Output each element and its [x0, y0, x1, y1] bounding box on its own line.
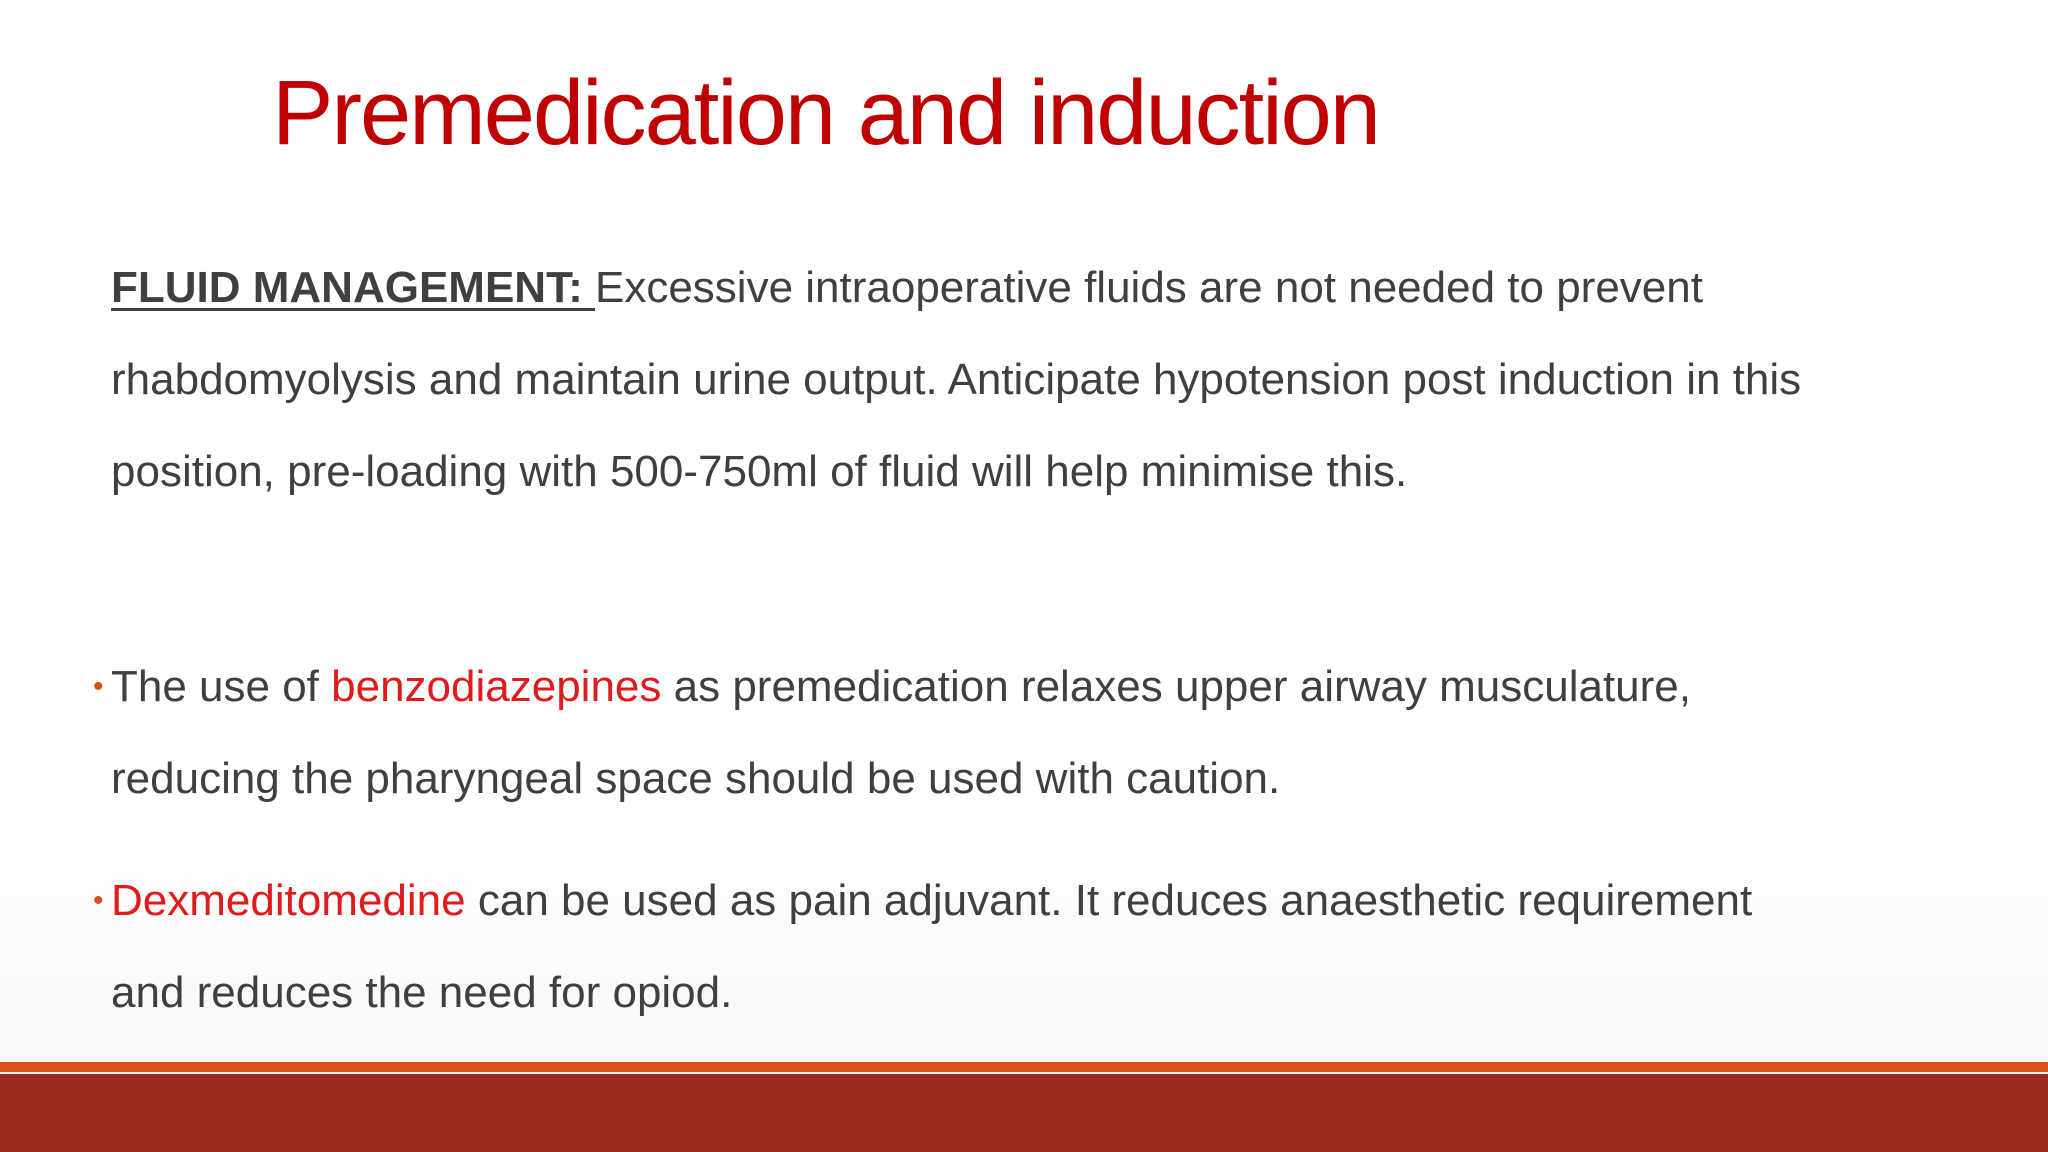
fluid-management-paragraph	[111, 242, 1811, 518]
bullet-text-after: can be used as pain adjuvant. It reduces anaesthetic requirement and reduces the need for opiod.	[111, 876, 1753, 1017]
fluid-management-text: Excessive intraoperative fluids are not needed to prevent rhabdomyolysis and maintain urine output. Anticipate hypotension post induction in this position, pre-loading with 500-750ml of fluid will help minimise this.	[111, 263, 1802, 496]
bullet-marker: •	[93, 884, 104, 917]
bullet-benzodiazepines	[93, 641, 1811, 825]
highlight-benzodiazepines: benzodiazepines	[331, 662, 662, 711]
footer-bar	[0, 1074, 2048, 1152]
bullet-marker: •	[93, 670, 104, 703]
fluid-management-label: FLUID MANAGEMENT:	[111, 263, 595, 312]
bullet-text-before: The use of	[111, 662, 332, 711]
slide-title: Premedication and induction	[272, 62, 1379, 164]
footer-accent-line	[0, 1062, 2048, 1072]
bullet-text-after: as premedication relaxes upper airway musculature, reducing the pharyngeal space should be used with caution.	[111, 662, 1692, 803]
bullet-dexmeditomedine	[93, 855, 1811, 1039]
highlight-dexmeditomedine: Dexmeditomedine	[111, 876, 466, 925]
